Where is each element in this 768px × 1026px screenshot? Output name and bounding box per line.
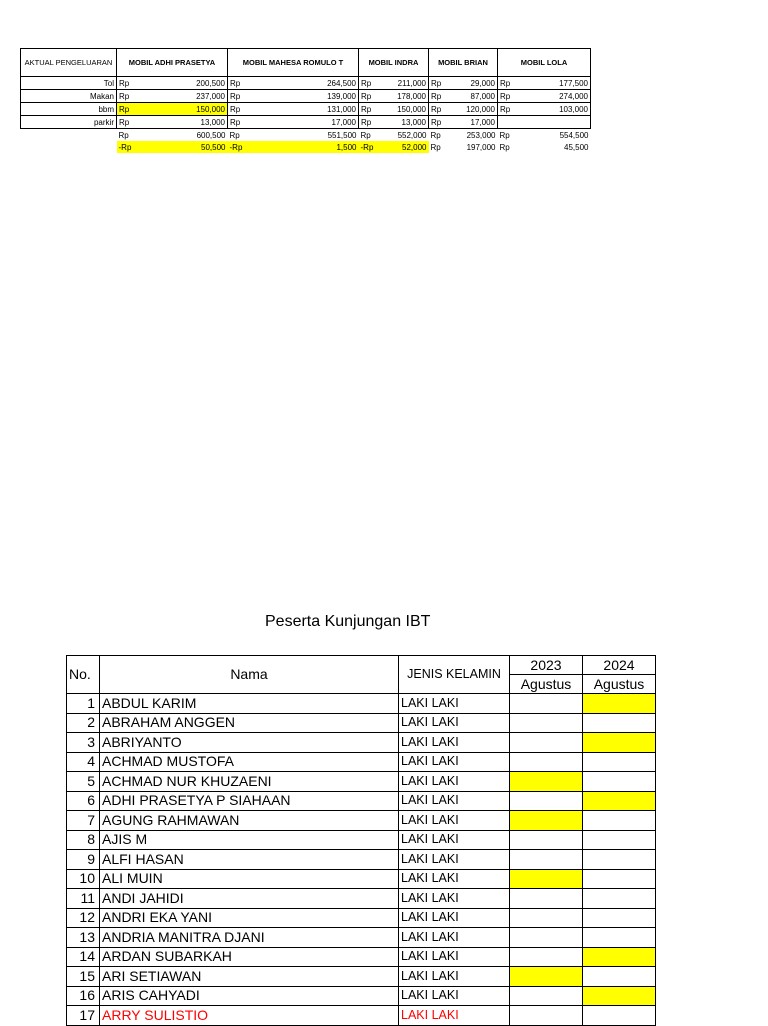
attendance-2023 (510, 908, 583, 928)
currency: Rp (359, 90, 383, 103)
currency: Rp (429, 116, 450, 129)
attendance-2023 (510, 694, 583, 714)
participant-name: AJIS M (100, 830, 399, 850)
currency: Rp (429, 77, 450, 90)
participant-no: 1 (67, 694, 100, 714)
participant-gender: LAKI LAKI (399, 811, 510, 831)
expense-value: 211,000 (382, 77, 429, 90)
expense-value: 150,000 (154, 103, 228, 116)
participant-name: ABRAHAM ANGGEN (100, 713, 399, 733)
attendance-2024 (583, 791, 656, 811)
header-jenis-kelamin: JENIS KELAMIN (399, 656, 510, 694)
participant-gender: LAKI LAKI (399, 772, 510, 792)
expense-empty-cell (498, 116, 591, 129)
participant-row (67, 713, 656, 733)
expense-row (21, 77, 591, 90)
participant-no: 8 (67, 830, 100, 850)
participant-name: ACHMAD NUR KHUZAENI (100, 772, 399, 792)
participant-row (67, 869, 656, 889)
participant-gender: LAKI LAKI (399, 752, 510, 772)
participant-name: ANDRI EKA YANI (100, 908, 399, 928)
expense-value: 13,000 (382, 116, 429, 129)
currency: Rp (118, 130, 129, 140)
currency: Rp (117, 90, 154, 103)
attendance-2023 (510, 986, 583, 1006)
currency: Rp (498, 103, 526, 116)
expense-value: 200,500 (154, 77, 228, 90)
attendance-2023 (510, 733, 583, 753)
participant-row (67, 908, 656, 928)
attendance-2024 (583, 694, 656, 714)
participant-gender: LAKI LAKI (399, 908, 510, 928)
difference-prefix: -Rp (228, 141, 272, 153)
participant-row (67, 986, 656, 1006)
expense-value: 237,000 (154, 90, 228, 103)
participant-gender: LAKI LAKI (399, 830, 510, 850)
attendance-2024 (583, 733, 656, 753)
participant-gender: LAKI LAKI (399, 694, 510, 714)
expense-value: 87,000 (450, 90, 498, 103)
expense-row (21, 116, 591, 129)
currency: Rp (229, 130, 240, 140)
expense-header-label: AKTUAL PENGELUARAN (21, 49, 117, 77)
car-header: MOBIL ADHI PRASETYA (117, 49, 228, 77)
header-year-2024: 2024 (583, 656, 656, 675)
participant-name: ARRY SULISTIO (100, 1006, 399, 1026)
participant-no: 12 (67, 908, 100, 928)
attendance-2023 (510, 772, 583, 792)
participant-name: ANDRIA MANITRA DJANI (100, 928, 399, 948)
participant-no: 5 (67, 772, 100, 792)
attendance-2024 (583, 713, 656, 733)
expense-value: 177,500 (526, 77, 591, 90)
attendance-2024 (583, 928, 656, 948)
expense-row (21, 103, 591, 116)
difference-value: 45,500 (564, 142, 589, 152)
attendance-2023 (510, 791, 583, 811)
car-header: MOBIL INDRA (359, 49, 429, 77)
currency: Rp (228, 77, 272, 90)
participant-no: 16 (67, 986, 100, 1006)
participant-no: 14 (67, 947, 100, 967)
participant-row (67, 694, 656, 714)
expense-header-row (21, 49, 591, 77)
participant-name: ABDUL KARIM (100, 694, 399, 714)
attendance-2023 (510, 752, 583, 772)
participant-name: ADHI PRASETYA P SIAHAAN (100, 791, 399, 811)
currency: Rp (117, 116, 154, 129)
participant-no: 2 (67, 713, 100, 733)
attendance-2023 (510, 947, 583, 967)
participant-gender: LAKI LAKI (399, 1006, 510, 1026)
participant-no: 3 (67, 733, 100, 753)
participant-name: ANDI JAHIDI (100, 889, 399, 909)
participants-table (66, 655, 656, 1026)
expense-total: 551,500 (327, 130, 357, 140)
participant-row (67, 830, 656, 850)
attendance-2024 (583, 772, 656, 792)
participant-name: ARI SETIAWAN (100, 967, 399, 987)
expense-value: 274,000 (526, 90, 591, 103)
attendance-2023 (510, 713, 583, 733)
expense-value: 150,000 (382, 103, 429, 116)
attendance-2024 (583, 1006, 656, 1026)
header-nama: Nama (100, 656, 399, 694)
attendance-2023 (510, 869, 583, 889)
participant-row (67, 889, 656, 909)
difference-value: 52,000 (382, 141, 429, 153)
participant-name: ACHMAD MUSTOFA (100, 752, 399, 772)
participant-row (67, 967, 656, 987)
participant-row (67, 947, 656, 967)
participant-no: 15 (67, 967, 100, 987)
expense-row-label: Makan (21, 90, 117, 103)
car-header: MOBIL LOLA (498, 49, 591, 77)
currency: Rp (359, 116, 383, 129)
header-no: No. (67, 656, 100, 694)
difference-value: 197,000 (466, 142, 496, 152)
currency: Rp (429, 90, 450, 103)
difference-prefix: Rp (499, 142, 510, 152)
expense-row-label: bbm (21, 103, 117, 116)
currency: Rp (228, 90, 272, 103)
participant-gender: LAKI LAKI (399, 850, 510, 870)
expense-value: 178,000 (382, 90, 429, 103)
participant-row (67, 1006, 656, 1026)
header-month-2023: Agustus (510, 675, 583, 694)
expense-total: 600,500 (196, 130, 226, 140)
participant-row (67, 791, 656, 811)
expense-value: 264,500 (271, 77, 358, 90)
participant-gender: LAKI LAKI (399, 791, 510, 811)
attendance-2024 (583, 986, 656, 1006)
expense-value: 139,000 (271, 90, 358, 103)
participant-row (67, 752, 656, 772)
currency: Rp (359, 103, 383, 116)
participant-row (67, 811, 656, 831)
difference-prefix: -Rp (359, 141, 383, 153)
participant-name: AGUNG RAHMAWAN (100, 811, 399, 831)
expense-value: 120,000 (450, 103, 498, 116)
difference-value: 50,500 (154, 141, 228, 153)
expense-value: 17,000 (450, 116, 498, 129)
attendance-2024 (583, 752, 656, 772)
participant-name: ALFI HASAN (100, 850, 399, 870)
attendance-2024 (583, 908, 656, 928)
currency: Rp (498, 90, 526, 103)
expense-difference-row (21, 141, 591, 153)
expense-total-row (21, 129, 591, 142)
currency: Rp (228, 103, 272, 116)
attendance-2024 (583, 947, 656, 967)
currency: Rp (499, 130, 510, 140)
expense-row-label: Tol (21, 77, 117, 90)
participant-no: 7 (67, 811, 100, 831)
attendance-2024 (583, 889, 656, 909)
currency: Rp (429, 103, 450, 116)
header-month-2024: Agustus (583, 675, 656, 694)
participant-no: 17 (67, 1006, 100, 1026)
expense-total: 554,500 (559, 130, 589, 140)
currency: Rp (498, 77, 526, 90)
expense-value: 131,000 (271, 103, 358, 116)
participant-gender: LAKI LAKI (399, 947, 510, 967)
participant-no: 11 (67, 889, 100, 909)
participants-title: Peserta Kunjungan IBT (265, 613, 431, 630)
attendance-2023 (510, 967, 583, 987)
participant-row (67, 850, 656, 870)
participant-gender: LAKI LAKI (399, 986, 510, 1006)
participant-row (67, 772, 656, 792)
participant-name: ARIS CAHYADI (100, 986, 399, 1006)
participant-name: ARDAN SUBARKAH (100, 947, 399, 967)
attendance-2024 (583, 830, 656, 850)
currency: Rp (228, 116, 272, 129)
difference-value: 1,500 (271, 141, 358, 153)
attendance-2023 (510, 850, 583, 870)
expense-table (20, 48, 591, 153)
attendance-2023 (510, 830, 583, 850)
participant-gender: LAKI LAKI (399, 928, 510, 948)
participant-no: 10 (67, 869, 100, 889)
expense-diff-spacer (21, 141, 117, 153)
header-year-2023: 2023 (510, 656, 583, 675)
participant-no: 13 (67, 928, 100, 948)
participant-row (67, 928, 656, 948)
participant-name: ABRIYANTO (100, 733, 399, 753)
attendance-2024 (583, 850, 656, 870)
currency: Rp (117, 77, 154, 90)
participant-no: 4 (67, 752, 100, 772)
attendance-2023 (510, 1006, 583, 1026)
currency: Rp (430, 130, 441, 140)
participant-gender: LAKI LAKI (399, 713, 510, 733)
attendance-2023 (510, 889, 583, 909)
expense-total: 552,000 (397, 130, 427, 140)
attendance-2024 (583, 967, 656, 987)
expense-value: 103,000 (526, 103, 591, 116)
expense-row (21, 90, 591, 103)
participant-gender: LAKI LAKI (399, 733, 510, 753)
difference-prefix: -Rp (117, 141, 154, 153)
participant-gender: LAKI LAKI (399, 889, 510, 909)
participant-name: ALI MUIN (100, 869, 399, 889)
attendance-2023 (510, 811, 583, 831)
difference-prefix: Rp (430, 142, 441, 152)
participant-gender: LAKI LAKI (399, 967, 510, 987)
expense-total: 253,000 (466, 130, 496, 140)
car-header: MOBIL BRIAN (429, 49, 498, 77)
expense-value: 17,000 (271, 116, 358, 129)
participant-no: 6 (67, 791, 100, 811)
participants-header-row (67, 656, 656, 675)
expense-total-spacer (21, 129, 117, 142)
participant-no: 9 (67, 850, 100, 870)
expense-row-label: parkir (21, 116, 117, 129)
currency: Rp (359, 77, 383, 90)
expense-value: 29,000 (450, 77, 498, 90)
attendance-2024 (583, 869, 656, 889)
participant-row (67, 733, 656, 753)
currency: Rp (360, 130, 371, 140)
attendance-2023 (510, 928, 583, 948)
currency: Rp (117, 103, 154, 116)
car-header: MOBIL MAHESA ROMULO T (228, 49, 359, 77)
participant-gender: LAKI LAKI (399, 869, 510, 889)
attendance-2024 (583, 811, 656, 831)
expense-value: 13,000 (154, 116, 228, 129)
